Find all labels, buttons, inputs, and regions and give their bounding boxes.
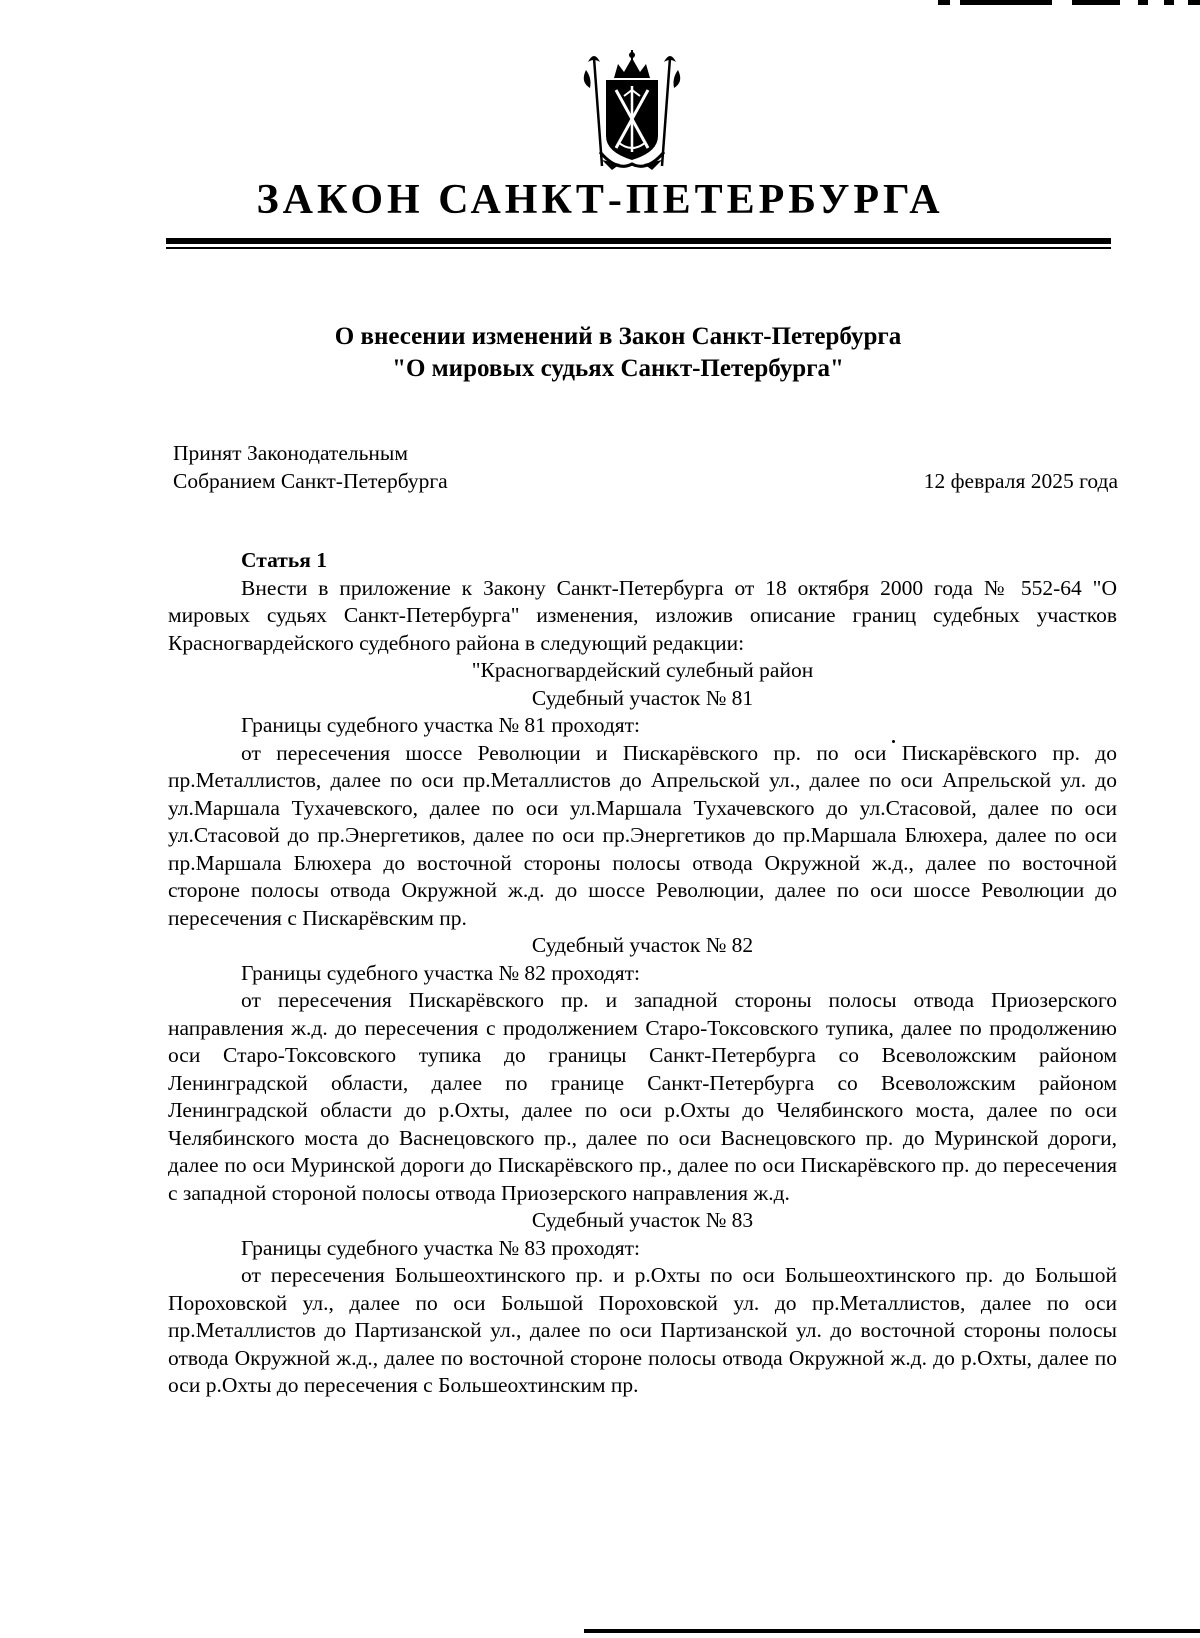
district-title: "Красногвардейский сулебный район bbox=[471, 658, 814, 682]
coat-of-arms-emblem bbox=[572, 48, 692, 176]
section-heading: Судебный участок № 83 bbox=[531, 1208, 754, 1232]
adopted-line2: Собранием Санкт-Петербурга bbox=[173, 469, 448, 493]
section-boundary-label: Границы судебного участка № 81 проходят: bbox=[241, 713, 641, 737]
title-rule-thin bbox=[166, 247, 1111, 249]
article-intro: Внести в приложение к Закону Санкт-Петербурга от 18 октября 2000 года № 552-64 "О мировых судьях Санкт-Петербурга" изменения, изложив описание границ судебных участков Красногвардейского судебного района в следующий редакции: bbox=[168, 575, 1117, 655]
section-boundary-text: от пересечения Большеохтинского пр. и р.Охты по оси Большеохтинского пр. до Большой Пороховской ул., далее по оси Большой Пороховской ул. до пр.Металлистов, далее по оси пр.Металлистов до Партизанской ул., далее по оси Партизанской ул. до восточной стороны полосы отвода Окружной ж.д., далее по восточной стороне полосы отвода Окружной ж.д. до р.Охты, далее по оси р.Охты до пересечения с Большеохтинским пр. bbox=[168, 1263, 1117, 1397]
adopted-by-block bbox=[173, 439, 448, 495]
adoption-date: 12 февраля 2025 года bbox=[923, 469, 1118, 493]
document-title bbox=[0, 321, 1200, 385]
document-title-line2: "О мировых судьях Санкт-Петербурга" bbox=[392, 355, 844, 382]
section-heading: Судебный участок № 81 bbox=[531, 685, 754, 710]
section-boundary-label: Границы судебного участка № 82 проходят: bbox=[241, 960, 641, 985]
bottom-edge-rule bbox=[584, 1629, 1200, 1633]
article-body bbox=[168, 547, 1117, 1400]
adopted-line1: Принят Законодательным bbox=[173, 441, 408, 465]
title-rule-thick bbox=[166, 238, 1111, 244]
top-edge-marks bbox=[938, 0, 1200, 8]
section-boundary-text: от пересечения Пискарёвского пр. и западной стороны полосы отвода Приозерского направления ж.д. до пересечения с продолжением Старо-Токсовского тупика, далее по продолжению оси Старо-Токсовского тупика до границы Санкт-Петербурга со Всеволожским районом Ленинградской области, далее по границе Санкт-Петербурга со Всеволожским районом Ленинградской области до р.Охты, далее по оси р.Охты до Челябинского моста, далее по оси Челябинского моста до Васнецовского пр., далее по оси Васнецовского пр. до Муринской дороги, далее по оси Муринской дороги до Пискарёвского пр., далее по оси Пискарёвского пр. до пересечения с западной стороной полосы отвода Приозерского направления ж.д. bbox=[168, 988, 1117, 1205]
law-title: ЗАКОН САНКТ-ПЕТЕРБУРГА bbox=[256, 177, 944, 223]
document-title-line1: О внесении изменений в Закон Санкт-Петербурга bbox=[334, 323, 902, 350]
article-heading: Статья 1 bbox=[241, 548, 327, 572]
section-boundary-text: от пересечения шоссе Революции и Пискарёвского пр. по оси Пискарёвского пр. до пр.Металлистов, далее по оси пр.Металлистов до Апрельской ул., далее по оси Апрельской ул. до ул.Маршала Тухачевского, далее по оси ул.Маршала Тухачевского до ул.Стасовой, далее по оси ул.Стасовой до пр.Энергетиков, далее по оси пр.Энергетиков до пр.Маршала Блюхера, далее по оси пр.Маршала Блюхера до восточной стороны полосы отвода Окружной ж.д., далее по восточной стороне полосы отвода Окружной ж.д. до шоссе Революции, далее по оси шоссе Революции до пересечения с Пискарёвским пр. bbox=[168, 740, 1117, 930]
section-heading: Судебный участок № 82 bbox=[531, 933, 754, 957]
section-boundary-label: Границы судебного участка № 83 проходят: bbox=[241, 1235, 641, 1260]
